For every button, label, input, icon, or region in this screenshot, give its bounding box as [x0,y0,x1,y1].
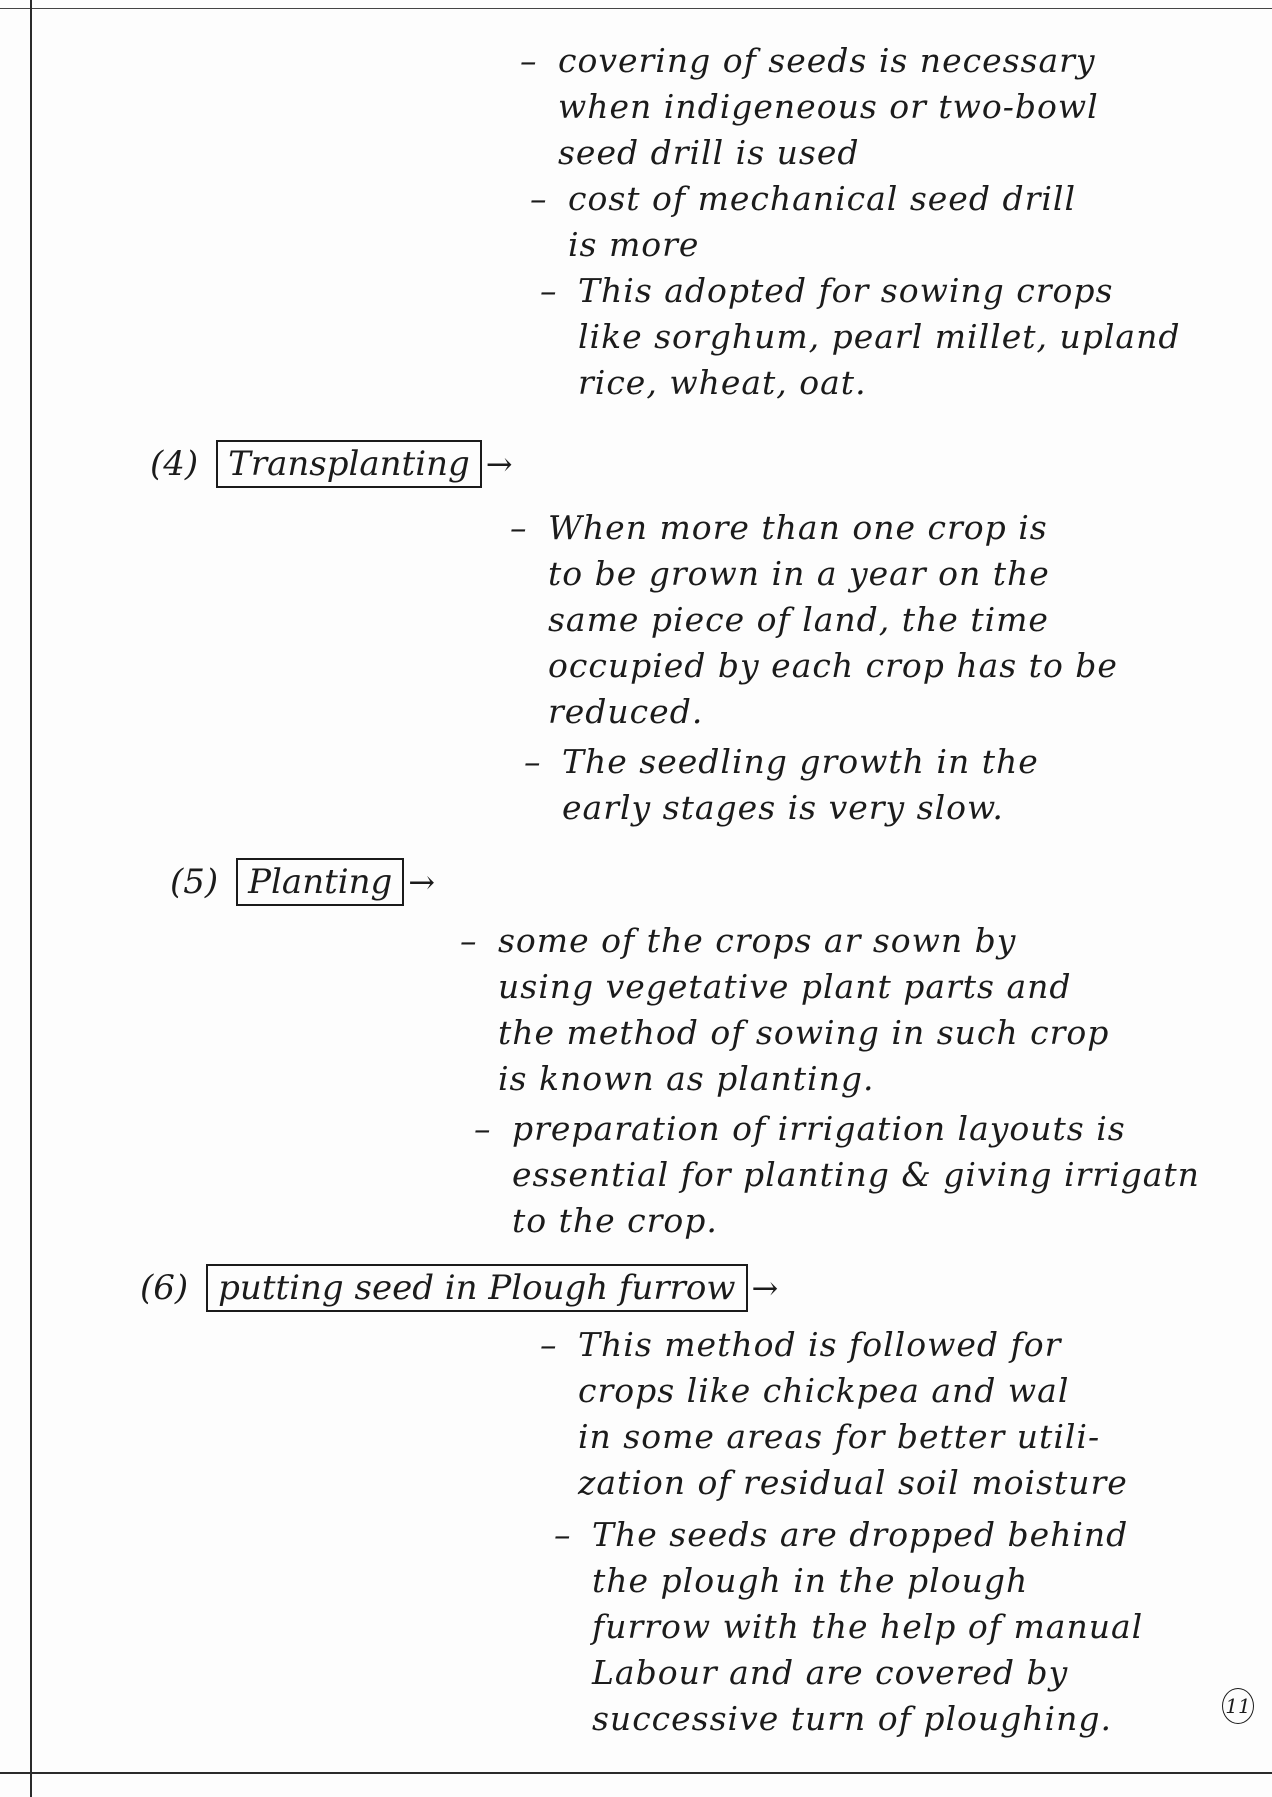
section-number: (4) [150,444,199,484]
dash-mark: – [474,1109,492,1148]
top-bullets [520,38,1180,406]
section-title: Transplanting [216,440,482,488]
arrow-right-icon: → [485,445,513,483]
arrow-right-icon: → [408,863,436,901]
dash-mark: – [530,179,548,218]
section-number: (6) [140,1268,189,1308]
page-number: 11 [1222,1688,1254,1724]
section-body-planting [460,918,1200,1244]
section-heading-plough-furrow [140,1264,778,1312]
left-margin-line [30,0,32,1797]
bottom-margin-line [0,1772,1272,1774]
section-body-plough-furrow [540,1322,1143,1742]
top-margin-line [0,8,1272,9]
dash-mark: – [540,1325,558,1364]
section-title: putting seed in Plough furrow [206,1264,747,1312]
dash-mark: – [524,742,542,781]
bullet-item: – cost of mechanical seed drill is more [530,176,1180,268]
section-heading-transplanting [150,440,513,488]
bullet-item: – covering of seeds is necessary when indigeneous or two-bowl seed drill is used [520,38,1180,176]
dash-mark: – [554,1515,572,1554]
section-title: Planting [236,858,404,906]
bullet-item: – preparation of irrigation layouts is essential for planting & giving irrigatn to the crop. [474,1106,1200,1244]
dash-mark: – [520,41,538,80]
dash-mark: – [460,921,478,960]
bullet-item: – When more than one crop is to be grown in a year on the same piece of land, the time occupied by each crop has to be reduced. [510,505,1118,735]
section-heading-planting [170,858,435,906]
bullet-item: – The seeds are dropped behind the plough in the plough furrow with the help of manual Labour and are covered by successive turn of ploughing. [554,1512,1143,1742]
section-number: (5) [170,862,219,902]
bullet-item: – some of the crops ar sown by using vegetative plant parts and the method of sowing in such crop is known as planting. [460,918,1200,1102]
section-body-transplanting [510,505,1118,831]
dash-mark: – [540,271,558,310]
arrow-right-icon: → [751,1269,779,1307]
bullet-item: – This adopted for sowing crops like sorghum, pearl millet, upland rice, wheat, oat. [540,268,1180,406]
bullet-item: – The seedling growth in the early stages is very slow. [524,739,1118,831]
bullet-item: – This method is followed for crops like chickpea and wal in some areas for better utili- zation of residual soil moisture [540,1322,1143,1506]
dash-mark: – [510,508,528,547]
